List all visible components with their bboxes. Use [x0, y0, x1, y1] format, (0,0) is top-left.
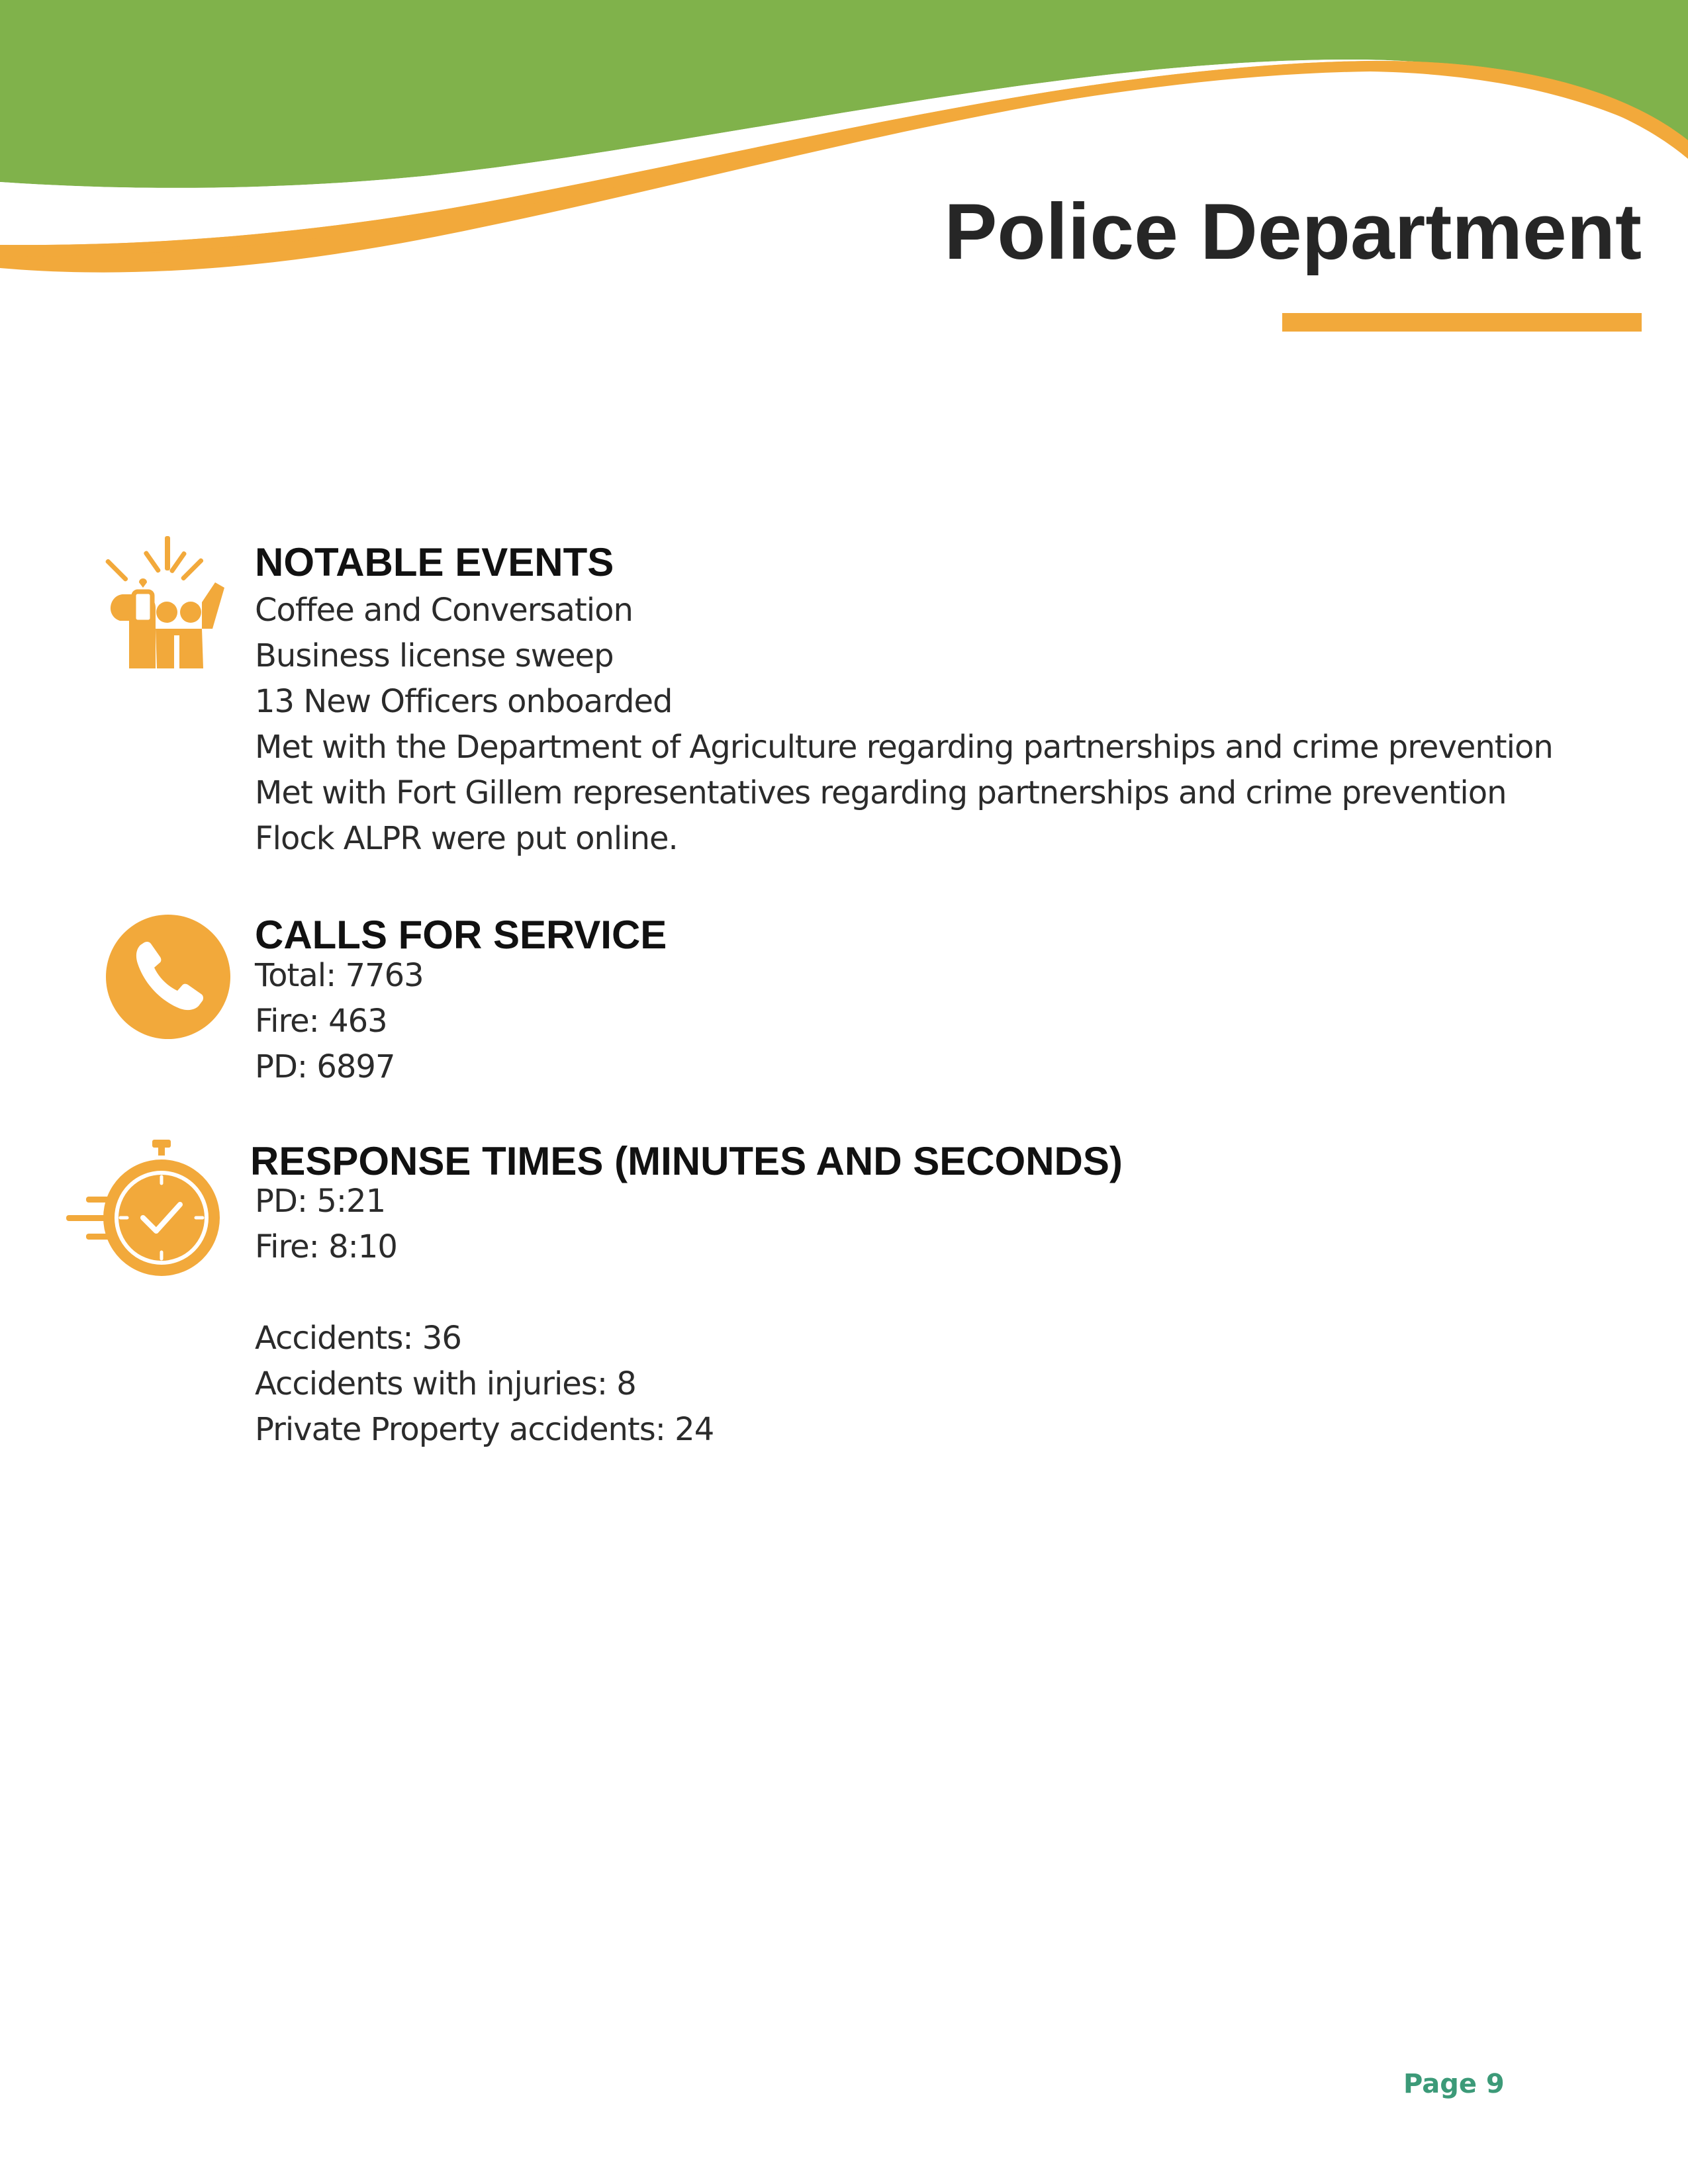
list-item: PD: 6897	[255, 1048, 395, 1085]
list-item: Fire: 463	[255, 1003, 387, 1040]
notable-events-list	[255, 588, 1553, 862]
list-item: Met with Fort Gillem representatives regarding partnerships and crime prevention	[255, 774, 1507, 811]
list-item: PD: 5:21	[255, 1183, 386, 1220]
celebration-icon	[103, 536, 232, 675]
notable-events-heading: NOTABLE EVENTS	[255, 540, 614, 584]
calls-for-service-list	[255, 953, 667, 1090]
calls-for-service-heading: CALLS FOR SERVICE	[255, 913, 667, 957]
phone-icon	[106, 915, 230, 1039]
response-times-heading: RESPONSE TIMES (MINUTES AND SECONDS)	[250, 1139, 1123, 1183]
title-underline	[1282, 313, 1642, 332]
response-times-section	[250, 1139, 1123, 1453]
list-item: Private Property accidents: 24	[255, 1411, 714, 1448]
list-item: Accidents: 36	[255, 1320, 461, 1357]
list-item: Fire: 8:10	[255, 1228, 397, 1265]
response-times-list	[255, 1179, 1123, 1453]
list-item: Flock ALPR were put online.	[255, 820, 678, 857]
list-item: Coffee and Conversation	[255, 592, 633, 629]
list-item: Total: 7763	[255, 957, 424, 994]
stopwatch-icon	[66, 1140, 225, 1282]
blank-line	[255, 1270, 1123, 1316]
list-item: Accidents with injuries: 8	[255, 1365, 636, 1402]
calls-for-service-section	[255, 915, 667, 1090]
list-item: Business license sweep	[255, 637, 614, 674]
page-number: Page 9	[1403, 2069, 1505, 2099]
notable-events-section	[255, 540, 1553, 862]
page-title: Police Department	[944, 187, 1642, 276]
list-item: 13 New Officers onboarded	[255, 683, 673, 720]
list-item: Met with the Department of Agriculture regarding partnerships and crime prevention	[255, 729, 1553, 766]
